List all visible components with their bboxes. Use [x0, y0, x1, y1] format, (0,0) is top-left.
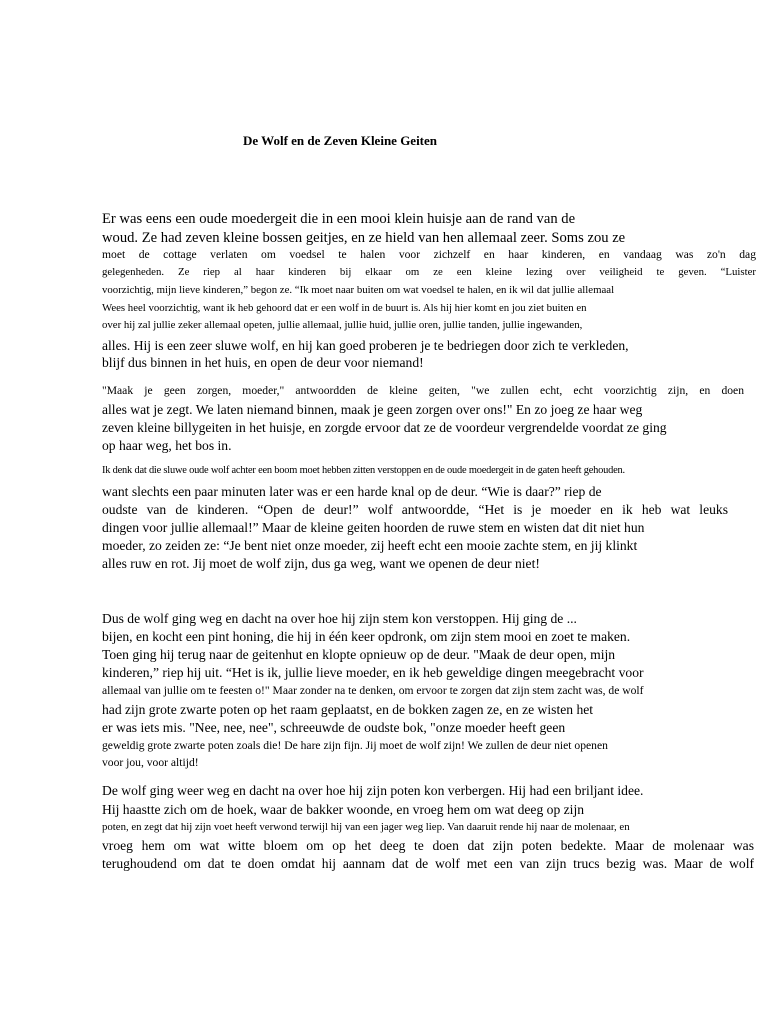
- paragraph-4-line: voor jou, voor altijd!: [102, 756, 199, 769]
- paragraph-1-line: voorzichtig, mijn lieve kinderen,” begon ze. “Ik moet naar buiten om wat voedsel te halen, en ik wil dat jullie allemaal: [102, 284, 615, 296]
- paragraph-1-line: blijf dus binnen in het huis, en open de deur voor niemand!: [102, 355, 424, 370]
- paragraph-2-line: "Maak je geen zorgen, moeder," antwoordden de kleine geiten, "we zullen echt, echt voorzichtig zijn, en doen: [102, 384, 744, 397]
- paragraph-4-line: Dus de wolf ging weg en dacht na over hoe hij zijn stem kon verstoppen. Hij ging de ...: [102, 611, 577, 626]
- paragraph-2-line: zeven kleine billygeiten in het huisje, en zorgde ervoor dat ze de voordeur vergrendelde voordat ze ging: [102, 420, 667, 435]
- paragraph-4-line: kinderen,” riep hij uit. “Het is ik, jullie lieve moeder, en ik heb geweldige dingen meegebracht voor: [102, 665, 644, 680]
- paragraph-4-line: bijen, en kocht een pint honing, die hij in één keer opdronk, om zijn stem mooi en zoet te maken.: [102, 629, 631, 644]
- paragraph-1-line: Wees heel voorzichtig, want ik heb gehoord dat er een wolf in de buurt is. Als hij hier komt en jou ziet buiten en: [102, 302, 587, 314]
- paragraph-3-line: alles ruw en rot. Jij moet de wolf zijn, dus ga weg, want we openen de deur niet!: [102, 556, 540, 571]
- paragraph-5-line: poten, en zegt dat hij zijn voet heeft verwond terwijl hij van een jager weg liep. Van daaruit rende hij naar de molenaar, en: [102, 821, 630, 833]
- paragraph-1-line: Er was eens een oude moedergeit die in een mooi klein huisje aan de rand van de: [102, 211, 576, 227]
- paragraph-2-line: op haar weg, het bos in.: [102, 438, 232, 453]
- paragraph-5-line: vroeg hem om wat witte bloem om op het deeg te doen dat zijn poten bedekte. Maar de molenaar was: [102, 838, 754, 853]
- paragraph-4-line: allemaal van jullie om te feesten o!" Maar zonder na te denken, om ervoor te zorgen dat zijn stem zacht was, de wolf: [102, 684, 644, 697]
- paragraph-5-line: De wolf ging weer weg en dacht na over hoe hij zijn poten kon verbergen. Hij had een briljant idee.: [102, 783, 644, 798]
- paragraph-3-line: oudste van de kinderen. “Open de deur!” wolf antwoordde, “Het is je moeder en ik heb wat leuks: [102, 502, 728, 517]
- paragraph-2-line: alles wat je zegt. We laten niemand binnen, maak je geen zorgen over ons!" En zo joeg ze haar weg: [102, 402, 643, 417]
- paragraph-4-line: er was iets mis. "Nee, nee, nee", schreeuwde de oudste bok, "onze moeder heeft geen: [102, 720, 566, 735]
- paragraph-3-line: dingen voor jullie allemaal!” Maar de kleine geiten hoorden de ruwe stem en wisten dat dit niet hun: [102, 520, 645, 535]
- paragraph-1-line: over hij zal jullie zeker allemaal opeten, jullie allemaal, jullie huid, jullie oren, jullie tanden, jullie ingewanden,: [102, 319, 583, 331]
- paragraph-3-line: Ik denk dat die sluwe oude wolf achter een boom moet hebben zitten verstoppen en de oude moedergeit in de gaten heeft gehouden.: [102, 465, 625, 476]
- paragraph-3-line: moeder, zo zeiden ze: “Je bent niet onze moeder, zij heeft echt een mooie zachte stem, en jij klinkt: [102, 538, 638, 553]
- paragraph-4-line: Toen ging hij terug naar de geitenhut en klopte opnieuw op de deur. "Maak de deur open, mijn: [102, 647, 616, 662]
- paragraph-4-line: had zijn grote zwarte poten op het raam geplaatst, en de bokken zagen ze, en ze wisten het: [102, 702, 594, 717]
- paragraph-1-line: woud. Ze had zeven kleine bossen geitjes, en ze hield van hen allemaal zeer. Soms zou ze: [102, 230, 626, 246]
- paragraph-1-line: gelegenheden. Ze riep al haar kinderen bij elkaar om ze een kleine lezing over veiligheid te geven. “Luister: [102, 266, 756, 278]
- paragraph-1-line: alles. Hij is een zeer sluwe wolf, en hij kan goed proberen je te bedriegen door zich te verkleden,: [102, 338, 629, 353]
- paragraph-5-line: Hij haastte zich om de hoek, waar de bakker woonde, en vroeg hem om wat deeg op zijn: [102, 802, 585, 817]
- paragraph-3-line: want slechts een paar minuten later was er een harde knal op de deur. “Wie is daar?” riep de: [102, 484, 602, 499]
- paragraph-1-line: moet de cottage verlaten om voedsel te halen voor zichzelf en haar kinderen, en vandaag was zo'n dag: [102, 248, 756, 261]
- paragraph-4-line: geweldig grote zwarte poten zoals die! De hare zijn fijn. Jij moet de wolf zijn! We zullen de deur niet openen: [102, 739, 608, 752]
- document-title: De Wolf en de Zeven Kleine Geiten: [243, 133, 438, 148]
- paragraph-5-line: terughoudend om dat te doen omdat hij aannam dat de wolf met een van zijn trucs bezig was. Maar de wolf: [102, 856, 754, 871]
